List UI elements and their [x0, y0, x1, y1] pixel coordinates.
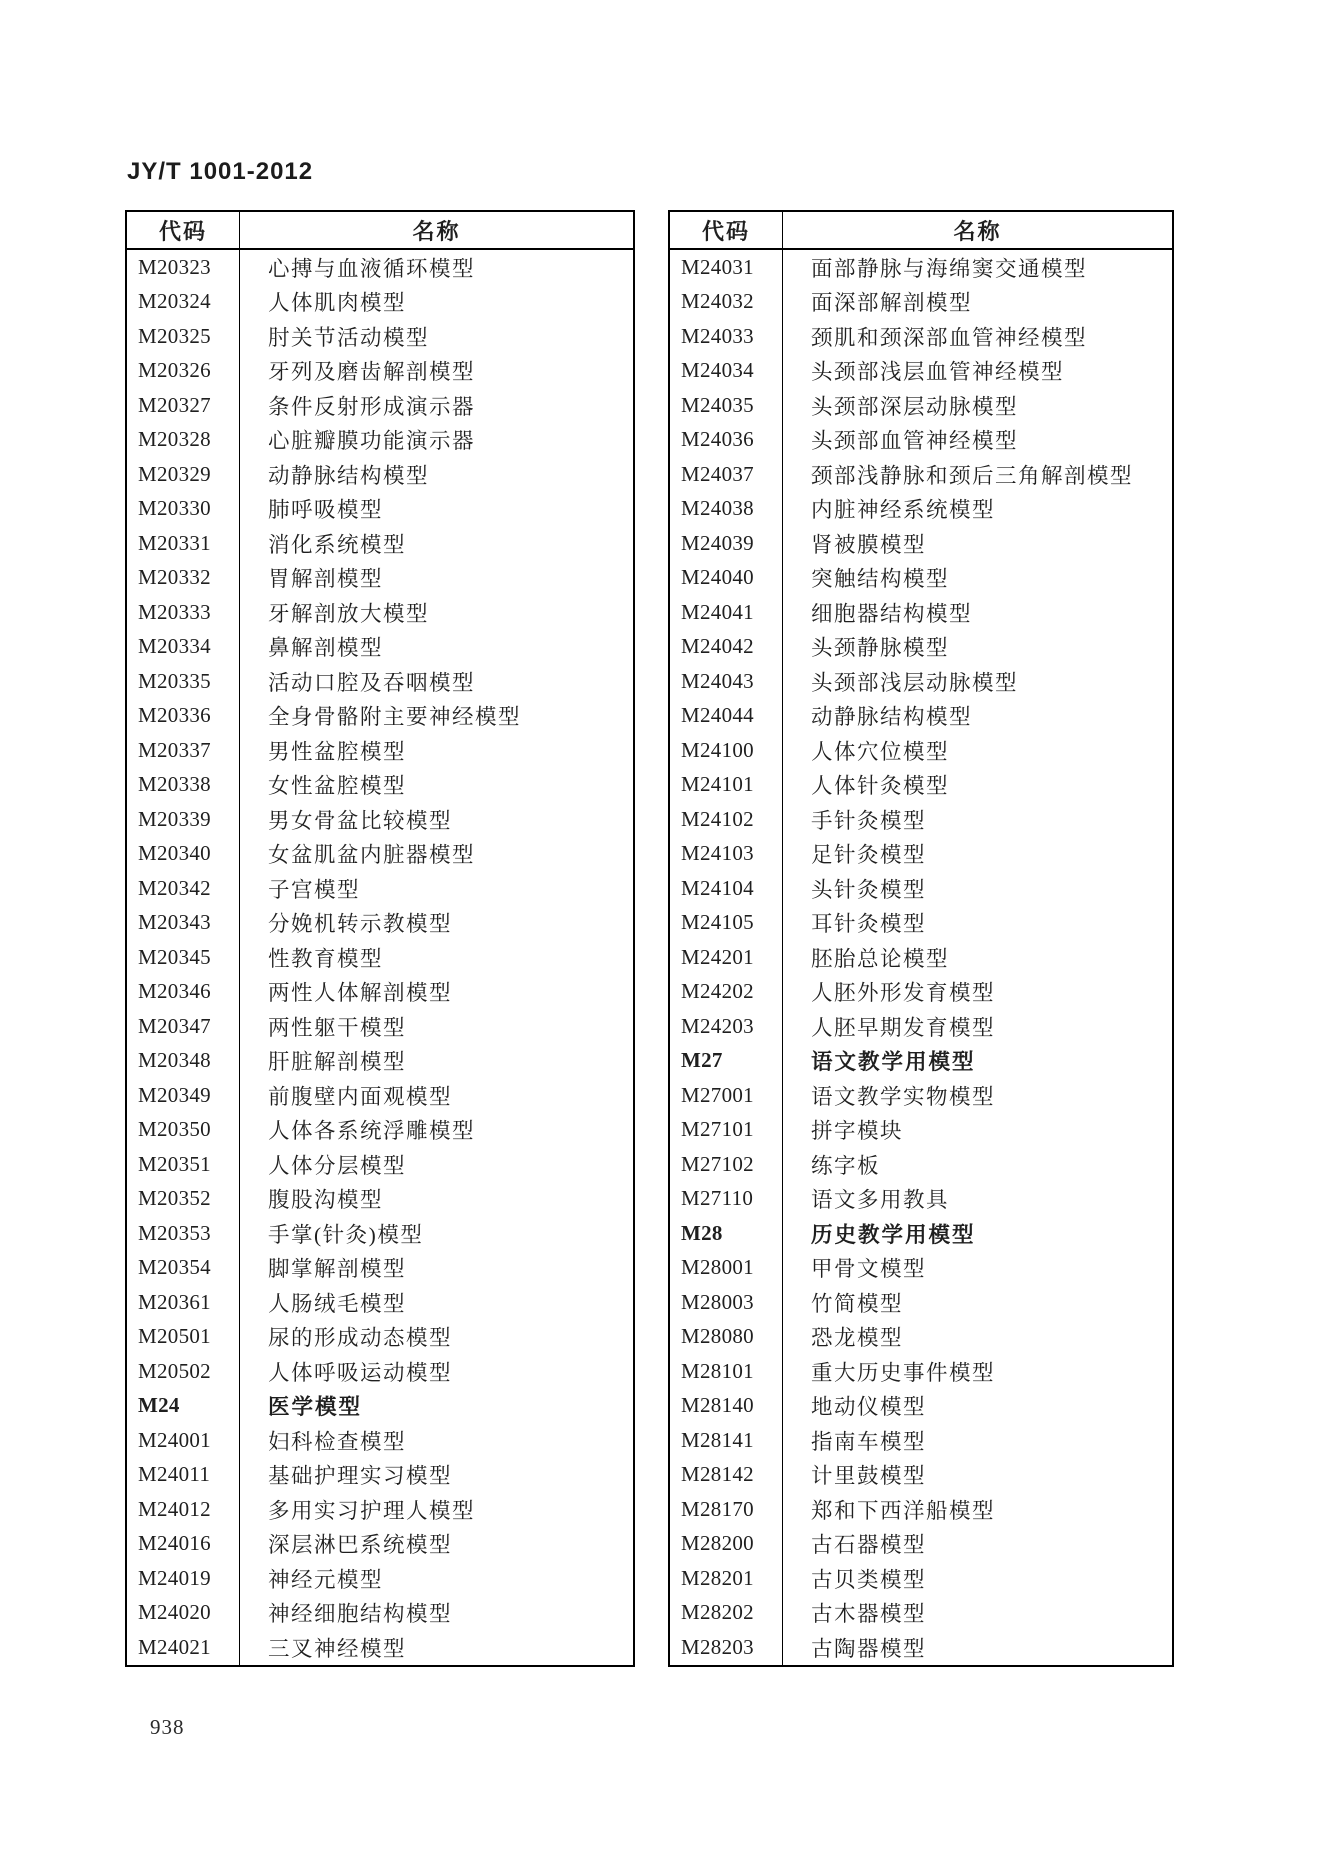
table-section-row: [127, 1389, 633, 1424]
table-row: [670, 699, 1172, 734]
row-code: M20334: [127, 630, 240, 665]
row-code: M20329: [127, 457, 240, 492]
row-name: 历史教学用模型: [811, 1222, 976, 1247]
row-code: M20345: [127, 940, 240, 975]
row-name: 心脏瓣膜功能演示器: [268, 429, 476, 454]
row-code: M28101: [670, 1354, 783, 1389]
table-row: [127, 319, 633, 354]
row-code: M28201: [670, 1561, 783, 1596]
row-name: 多用实习护理人模型: [268, 1498, 476, 1523]
row-name: 古木器模型: [811, 1602, 927, 1627]
row-name: 子宫模型: [268, 877, 361, 902]
row-name: 重大历史事件模型: [811, 1360, 996, 1385]
row-name: 神经细胞结构模型: [268, 1602, 453, 1627]
row-name: 人体各系统浮雕模型: [268, 1119, 476, 1144]
table-row: [670, 940, 1172, 975]
row-code: M20361: [127, 1285, 240, 1320]
row-name: 肘关节活动模型: [268, 325, 430, 350]
row-code: M28202: [670, 1596, 783, 1631]
table-row: [670, 457, 1172, 492]
table-row: [127, 1561, 633, 1596]
row-name: 手掌(针灸)模型: [268, 1222, 424, 1247]
row-code: M20502: [127, 1354, 240, 1389]
row-name: 三叉神经模型: [268, 1636, 407, 1661]
row-name: 尿的形成动态模型: [268, 1326, 453, 1351]
row-name: 人体穴位模型: [811, 739, 950, 764]
row-name: 地动仪模型: [811, 1395, 927, 1420]
row-name: 颈肌和颈深部血管神经模型: [811, 325, 1088, 350]
table-row: [127, 940, 633, 975]
code-table-left: [125, 210, 635, 1667]
table-row: [127, 768, 633, 803]
table-row: [670, 423, 1172, 458]
row-code: M20353: [127, 1216, 240, 1251]
row-name: 动静脉结构模型: [811, 705, 973, 730]
row-name: 指南车模型: [811, 1429, 927, 1454]
row-name: 头颈部血管神经模型: [811, 429, 1019, 454]
table-row: [670, 1458, 1172, 1493]
row-name: 竹简模型: [811, 1291, 904, 1316]
table-section-row: [670, 1216, 1172, 1251]
table-row: [127, 1492, 633, 1527]
row-name: 人体呼吸运动模型: [268, 1360, 453, 1385]
row-code: M27: [670, 1044, 783, 1079]
row-code: M20335: [127, 664, 240, 699]
row-code: M24038: [670, 492, 783, 527]
table-row: [670, 1423, 1172, 1458]
table-row: [127, 1320, 633, 1355]
column-header-code: 代码: [670, 212, 783, 248]
table-row: [127, 354, 633, 389]
row-name: 神经元模型: [268, 1567, 384, 1592]
table-row: [670, 388, 1172, 423]
row-code: M24039: [670, 526, 783, 561]
table-row: [670, 802, 1172, 837]
table-row: [670, 975, 1172, 1010]
table-row: [127, 1078, 633, 1113]
row-code: M20343: [127, 906, 240, 941]
table-row: [127, 250, 633, 285]
row-code: M24042: [670, 630, 783, 665]
table-row: [670, 1113, 1172, 1148]
row-code: M28203: [670, 1630, 783, 1665]
table-row: [670, 354, 1172, 389]
row-name: 妇科检查模型: [268, 1429, 407, 1454]
row-name: 头针灸模型: [811, 877, 927, 902]
row-code: M28001: [670, 1251, 783, 1286]
table-row: [127, 1423, 633, 1458]
row-code: M24012: [127, 1492, 240, 1527]
row-name: 消化系统模型: [268, 532, 407, 557]
row-code: M20336: [127, 699, 240, 734]
table-row: [127, 975, 633, 1010]
row-code: M20342: [127, 871, 240, 906]
row-code: M24041: [670, 595, 783, 630]
table-row: [127, 1009, 633, 1044]
table-row: [127, 871, 633, 906]
row-code: M24016: [127, 1527, 240, 1562]
table-row: [127, 492, 633, 527]
row-code: M28140: [670, 1389, 783, 1424]
table-header-row: [670, 212, 1172, 250]
table-row: [127, 630, 633, 665]
row-name: 条件反射形成演示器: [268, 394, 476, 419]
row-code: M24037: [670, 457, 783, 492]
row-code: M28: [670, 1216, 783, 1251]
row-code: M20330: [127, 492, 240, 527]
row-code: M24202: [670, 975, 783, 1010]
row-name: 人胚外形发育模型: [811, 981, 996, 1006]
table-row: [670, 250, 1172, 285]
table-row: [670, 1147, 1172, 1182]
row-name: 分娩机转示教模型: [268, 912, 453, 937]
row-code: M28141: [670, 1423, 783, 1458]
table-row: [127, 1113, 633, 1148]
row-code: M20352: [127, 1182, 240, 1217]
column-header-name: 名称: [953, 218, 1002, 244]
row-code: M24043: [670, 664, 783, 699]
row-code: M24035: [670, 388, 783, 423]
row-code: M24104: [670, 871, 783, 906]
table-header-row: [127, 212, 633, 250]
row-code: M24044: [670, 699, 783, 734]
table-row: [670, 1009, 1172, 1044]
table-row: [670, 1389, 1172, 1424]
row-code: M24011: [127, 1458, 240, 1493]
row-code: M20325: [127, 319, 240, 354]
row-code: M24033: [670, 319, 783, 354]
row-name: 男女骨盆比较模型: [268, 808, 453, 833]
row-name: 语文多用教具: [811, 1188, 950, 1213]
row-name: 前腹壁内面观模型: [268, 1084, 453, 1109]
row-code: M24105: [670, 906, 783, 941]
row-code: M24100: [670, 733, 783, 768]
table-row: [127, 1630, 633, 1665]
row-name: 女盆肌盆内脏器模型: [268, 843, 476, 868]
table-row: [127, 1182, 633, 1217]
row-code: M20339: [127, 802, 240, 837]
row-code: M27102: [670, 1147, 783, 1182]
row-name: 练字板: [811, 1153, 881, 1178]
row-name: 人胚早期发育模型: [811, 1015, 996, 1040]
table-row: [127, 457, 633, 492]
row-name: 内脏神经系统模型: [811, 498, 996, 523]
table-row: [127, 1354, 633, 1389]
row-code: M24034: [670, 354, 783, 389]
row-name: 古陶器模型: [811, 1636, 927, 1661]
table-row: [127, 526, 633, 561]
row-name: 手针灸模型: [811, 808, 927, 833]
row-code: M24203: [670, 1009, 783, 1044]
row-name: 基础护理实习模型: [268, 1464, 453, 1489]
table-row: [127, 802, 633, 837]
row-name: 恐龙模型: [811, 1326, 904, 1351]
code-table-right: [668, 210, 1174, 1667]
row-code: M24020: [127, 1596, 240, 1631]
row-code: M27001: [670, 1078, 783, 1113]
row-code: M20501: [127, 1320, 240, 1355]
row-code: M24040: [670, 561, 783, 596]
row-name: 医学模型: [268, 1395, 363, 1420]
table-row: [127, 1596, 633, 1631]
row-code: M24: [127, 1389, 240, 1424]
row-name: 头颈部浅层血管神经模型: [811, 360, 1065, 385]
table-row: [670, 595, 1172, 630]
row-code: M20338: [127, 768, 240, 803]
document-standard-code: JY/T 1001-2012: [127, 158, 314, 185]
table-row: [127, 1527, 633, 1562]
row-code: M28080: [670, 1320, 783, 1355]
row-name: 语文教学用模型: [811, 1050, 976, 1075]
row-name: 古石器模型: [811, 1533, 927, 1558]
row-code: M20354: [127, 1251, 240, 1286]
table-row: [670, 1596, 1172, 1631]
row-code: M20347: [127, 1009, 240, 1044]
table-row: [670, 1251, 1172, 1286]
table-row: [127, 1251, 633, 1286]
row-name: 颈部浅静脉和颈后三角解剖模型: [811, 463, 1134, 488]
table-row: [127, 285, 633, 320]
table-row: [670, 1561, 1172, 1596]
table-row: [670, 1285, 1172, 1320]
row-code: M20337: [127, 733, 240, 768]
row-code: M24103: [670, 837, 783, 872]
row-name: 足针灸模型: [811, 843, 927, 868]
row-name: 头颈部深层动脉模型: [811, 394, 1019, 419]
row-code: M20351: [127, 1147, 240, 1182]
row-code: M27101: [670, 1113, 783, 1148]
table-row: [127, 423, 633, 458]
row-name: 人体肌肉模型: [268, 291, 407, 316]
table-row: [127, 388, 633, 423]
table-row: [670, 1492, 1172, 1527]
row-name: 头颈静脉模型: [811, 636, 950, 661]
row-name: 两性人体解剖模型: [268, 981, 453, 1006]
table-row: [670, 664, 1172, 699]
table-row: [127, 1285, 633, 1320]
row-code: M20327: [127, 388, 240, 423]
row-name: 深层淋巴系统模型: [268, 1533, 453, 1558]
table-row: [670, 1630, 1172, 1665]
row-code: M20328: [127, 423, 240, 458]
row-name: 鼻解剖模型: [268, 636, 384, 661]
column-header-code: 代码: [127, 212, 240, 248]
row-name: 动静脉结构模型: [268, 463, 430, 488]
row-name: 活动口腔及吞咽模型: [268, 670, 476, 695]
row-code: M20324: [127, 285, 240, 320]
row-name: 甲骨文模型: [811, 1257, 927, 1282]
table-row: [127, 1458, 633, 1493]
table-row: [127, 561, 633, 596]
table-row: [127, 837, 633, 872]
table-row: [670, 630, 1172, 665]
row-code: M20346: [127, 975, 240, 1010]
table-row: [670, 526, 1172, 561]
table-row: [127, 699, 633, 734]
table-row: [670, 285, 1172, 320]
table-row: [127, 595, 633, 630]
row-code: M28142: [670, 1458, 783, 1493]
table-row: [670, 871, 1172, 906]
table-row: [670, 1527, 1172, 1562]
table-row: [127, 1147, 633, 1182]
table-row: [670, 1078, 1172, 1113]
row-code: M20349: [127, 1078, 240, 1113]
row-name: 胃解剖模型: [268, 567, 384, 592]
row-name: 拼字模块: [811, 1119, 904, 1144]
page-number: 938: [150, 1715, 185, 1739]
row-name: 突触结构模型: [811, 567, 950, 592]
table-section-row: [670, 1044, 1172, 1079]
row-name: 耳针灸模型: [811, 912, 927, 937]
row-name: 郑和下西洋船模型: [811, 1498, 996, 1523]
row-code: M28170: [670, 1492, 783, 1527]
row-name: 细胞器结构模型: [811, 601, 973, 626]
table-row: [670, 492, 1172, 527]
row-code: M20326: [127, 354, 240, 389]
row-code: M28003: [670, 1285, 783, 1320]
table-row: [670, 561, 1172, 596]
row-name: 面深部解剖模型: [811, 291, 973, 316]
row-name: 肾被膜模型: [811, 532, 927, 557]
row-code: M24102: [670, 802, 783, 837]
row-name: 两性躯干模型: [268, 1015, 407, 1040]
table-row: [670, 906, 1172, 941]
row-code: M20350: [127, 1113, 240, 1148]
row-name: 胚胎总论模型: [811, 946, 950, 971]
row-name: 心搏与血液循环模型: [268, 256, 476, 281]
table-row: [670, 1182, 1172, 1217]
row-name: 面部静脉与海绵窦交通模型: [811, 256, 1088, 281]
row-name: 人体分层模型: [268, 1153, 407, 1178]
row-code: M24101: [670, 768, 783, 803]
row-name: 古贝类模型: [811, 1567, 927, 1592]
table-row: [127, 664, 633, 699]
table-row: [670, 1320, 1172, 1355]
row-code: M24021: [127, 1630, 240, 1665]
table-row: [670, 319, 1172, 354]
row-name: 男性盆腔模型: [268, 739, 407, 764]
table-row: [127, 733, 633, 768]
row-code: M20332: [127, 561, 240, 596]
row-name: 人肠绒毛模型: [268, 1291, 407, 1316]
table-row: [670, 1354, 1172, 1389]
row-name: 头颈部浅层动脉模型: [811, 670, 1019, 695]
row-name: 腹股沟模型: [268, 1188, 384, 1213]
table-row: [127, 906, 633, 941]
column-header-name: 名称: [412, 218, 461, 244]
table-row: [670, 837, 1172, 872]
table-row: [670, 768, 1172, 803]
row-code: M20333: [127, 595, 240, 630]
row-name: 性教育模型: [268, 946, 384, 971]
table-row: [127, 1044, 633, 1079]
row-code: M24201: [670, 940, 783, 975]
row-code: M28200: [670, 1527, 783, 1562]
row-code: M24036: [670, 423, 783, 458]
table-row: [127, 1216, 633, 1251]
row-code: M27110: [670, 1182, 783, 1217]
row-code: M24032: [670, 285, 783, 320]
row-code: M20340: [127, 837, 240, 872]
row-name: 牙解剖放大模型: [268, 601, 430, 626]
table-body: [127, 250, 633, 1665]
row-name: 语文教学实物模型: [811, 1084, 996, 1109]
row-name: 牙列及磨齿解剖模型: [268, 360, 476, 385]
row-code: M20323: [127, 250, 240, 285]
row-name: 女性盆腔模型: [268, 774, 407, 799]
row-name: 肝脏解剖模型: [268, 1050, 407, 1075]
row-code: M20348: [127, 1044, 240, 1079]
row-code: M24001: [127, 1423, 240, 1458]
row-name: 全身骨骼附主要神经模型: [268, 705, 522, 730]
table-row: [670, 733, 1172, 768]
row-code: M24031: [670, 250, 783, 285]
row-code: M24019: [127, 1561, 240, 1596]
row-name: 肺呼吸模型: [268, 498, 384, 523]
row-name: 人体针灸模型: [811, 774, 950, 799]
row-name: 计里鼓模型: [811, 1464, 927, 1489]
row-name: 脚掌解剖模型: [268, 1257, 407, 1282]
row-code: M20331: [127, 526, 240, 561]
table-body: [670, 250, 1172, 1665]
